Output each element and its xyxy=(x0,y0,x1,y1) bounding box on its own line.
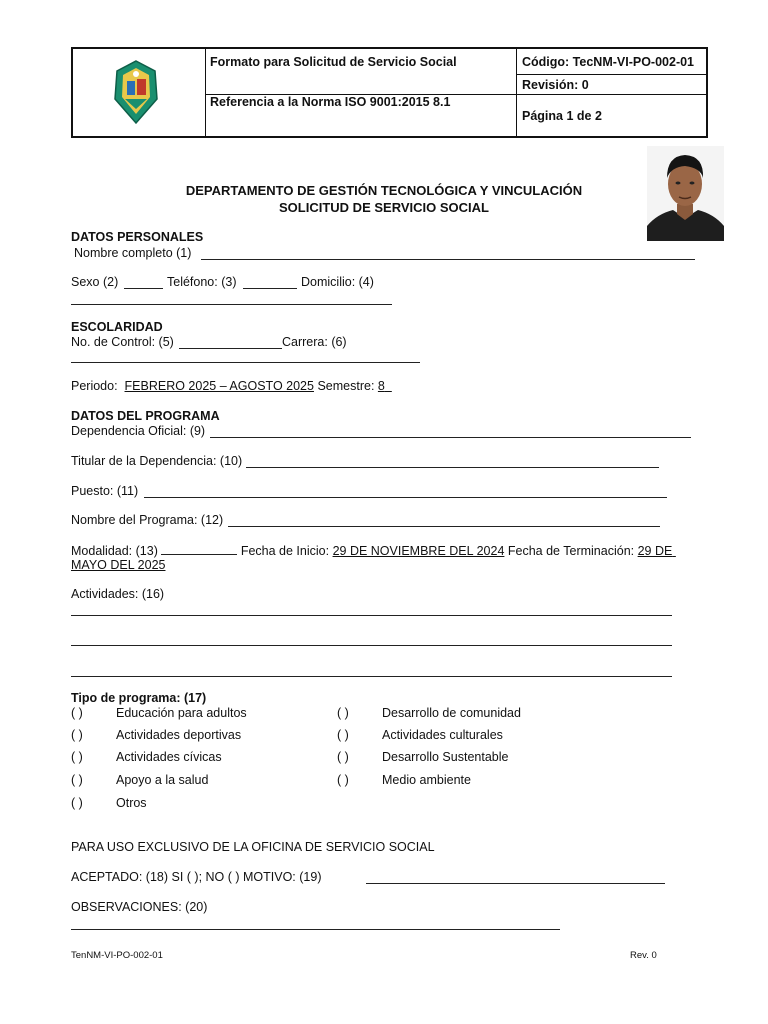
modality-row xyxy=(71,543,676,558)
address-label: Domicilio: (4) xyxy=(301,275,374,289)
control-number-label: No. de Control: (5) xyxy=(71,335,174,349)
activities-line-2[interactable] xyxy=(71,645,672,646)
checkbox-health[interactable]: ( ) xyxy=(71,773,83,787)
end-date-value-continued: MAYO DEL 2025 xyxy=(71,558,166,572)
option-label: Actividades culturales xyxy=(382,728,503,742)
checkbox-community[interactable]: ( ) xyxy=(337,706,349,720)
control-number-field[interactable] xyxy=(179,348,282,349)
option-label: Actividades deportivas xyxy=(116,728,242,742)
form-title: Formato para Solicitud de Servicio Social xyxy=(210,55,457,69)
end-date-value: 29 DE xyxy=(637,544,673,558)
activities-label: Actividades: (16) xyxy=(71,587,165,601)
period-row xyxy=(71,379,392,393)
reason-field[interactable] xyxy=(366,883,665,884)
program-name-field[interactable] xyxy=(228,526,660,527)
modality-label: Modalidad: (13) xyxy=(71,544,158,558)
career-label: Carrera: (6) xyxy=(282,335,347,349)
career-field[interactable] xyxy=(71,362,420,363)
checkbox-civic[interactable]: ( ) xyxy=(71,750,83,764)
address-field[interactable] xyxy=(71,304,392,305)
form-subtitle: SOLICITUD DE SERVICIO SOCIAL xyxy=(279,200,489,215)
period-value: FEBRERO 2025 – AGOSTO 2025 xyxy=(124,379,314,393)
dependency-field[interactable] xyxy=(210,437,691,438)
semester-value: 8 xyxy=(377,379,385,393)
option-label: Desarrollo de comunidad xyxy=(382,706,521,720)
option-label: Otros xyxy=(116,796,147,810)
page-number: Página 1 de 2 xyxy=(522,109,602,123)
end-date-label: Fecha de Terminación: xyxy=(507,544,635,558)
revision: Revisión: 0 xyxy=(522,78,589,92)
semester-label: Semestre: xyxy=(317,379,375,393)
period-label: Periodo: xyxy=(71,379,118,393)
program-name-label: Nombre del Programa: (12) xyxy=(71,513,224,527)
checkbox-cultural[interactable]: ( ) xyxy=(337,728,349,742)
full-name-field[interactable] xyxy=(201,259,695,260)
document-header-table xyxy=(71,47,708,138)
footer-revision: Rev. 0 xyxy=(630,950,657,961)
head-field[interactable] xyxy=(246,467,659,468)
checkbox-sustainable[interactable]: ( ) xyxy=(337,750,349,764)
institution-logo xyxy=(111,59,161,125)
activities-line-3[interactable] xyxy=(71,676,672,677)
dependency-label: Dependencia Oficial: (9) xyxy=(71,424,206,438)
option-label: Medio ambiente xyxy=(382,773,471,787)
option-label: Apoyo a la salud xyxy=(116,773,209,787)
checkbox-sports[interactable]: ( ) xyxy=(71,728,83,742)
activities-line-1[interactable] xyxy=(71,615,672,616)
head-label: Titular de la Dependencia: (10) xyxy=(71,454,243,468)
sex-field[interactable] xyxy=(124,288,163,289)
accepted-label: ACEPTADO: (18) SI ( ); NO ( ) MOTIVO: (19) xyxy=(71,870,322,884)
start-date-value: 29 DE NOVIEMBRE DEL 2024 xyxy=(332,544,505,558)
department-title: DEPARTAMENTO DE GESTIÓN TECNOLÓGICA Y VINCULACIÓN xyxy=(185,183,583,198)
checkbox-adult-education[interactable]: ( ) xyxy=(71,706,83,720)
sex-label: Sexo (2) xyxy=(71,275,119,289)
position-label: Puesto: (11) xyxy=(71,484,139,498)
phone-label: Teléfono: (3) xyxy=(167,275,237,289)
observations-label: OBSERVACIONES: (20) xyxy=(71,900,208,914)
option-label: Desarrollo Sustentable xyxy=(382,750,509,764)
option-label: Educación para adultos xyxy=(116,706,247,720)
school-heading: ESCOLARIDAD xyxy=(71,320,163,334)
program-type-heading: Tipo de programa: (17) xyxy=(71,691,207,705)
personal-data-heading: DATOS PERSONALES xyxy=(71,230,204,244)
checkbox-other[interactable]: ( ) xyxy=(71,796,83,810)
program-heading: DATOS DEL PROGRAMA xyxy=(71,409,220,423)
document-code: Código: TecNM-VI-PO-002-01 xyxy=(522,55,695,69)
observations-field[interactable] xyxy=(71,929,560,930)
full-name-label: Nombre completo (1) xyxy=(74,246,192,260)
start-date-label: Fecha de Inicio: xyxy=(240,544,330,558)
footer-code: TenNM-VI-PO-002-01 xyxy=(71,950,163,961)
modality-field[interactable] xyxy=(161,543,237,555)
checkbox-environment[interactable]: ( ) xyxy=(337,773,349,787)
office-use-heading: PARA USO EXCLUSIVO DE LA OFICINA DE SERVICIO SOCIAL xyxy=(71,840,435,854)
phone-field[interactable] xyxy=(243,288,297,289)
norm-reference: Referencia a la Norma ISO 9001:2015 8.1 xyxy=(210,95,451,109)
position-field[interactable] xyxy=(144,497,667,498)
option-label: Actividades cívicas xyxy=(116,750,222,764)
